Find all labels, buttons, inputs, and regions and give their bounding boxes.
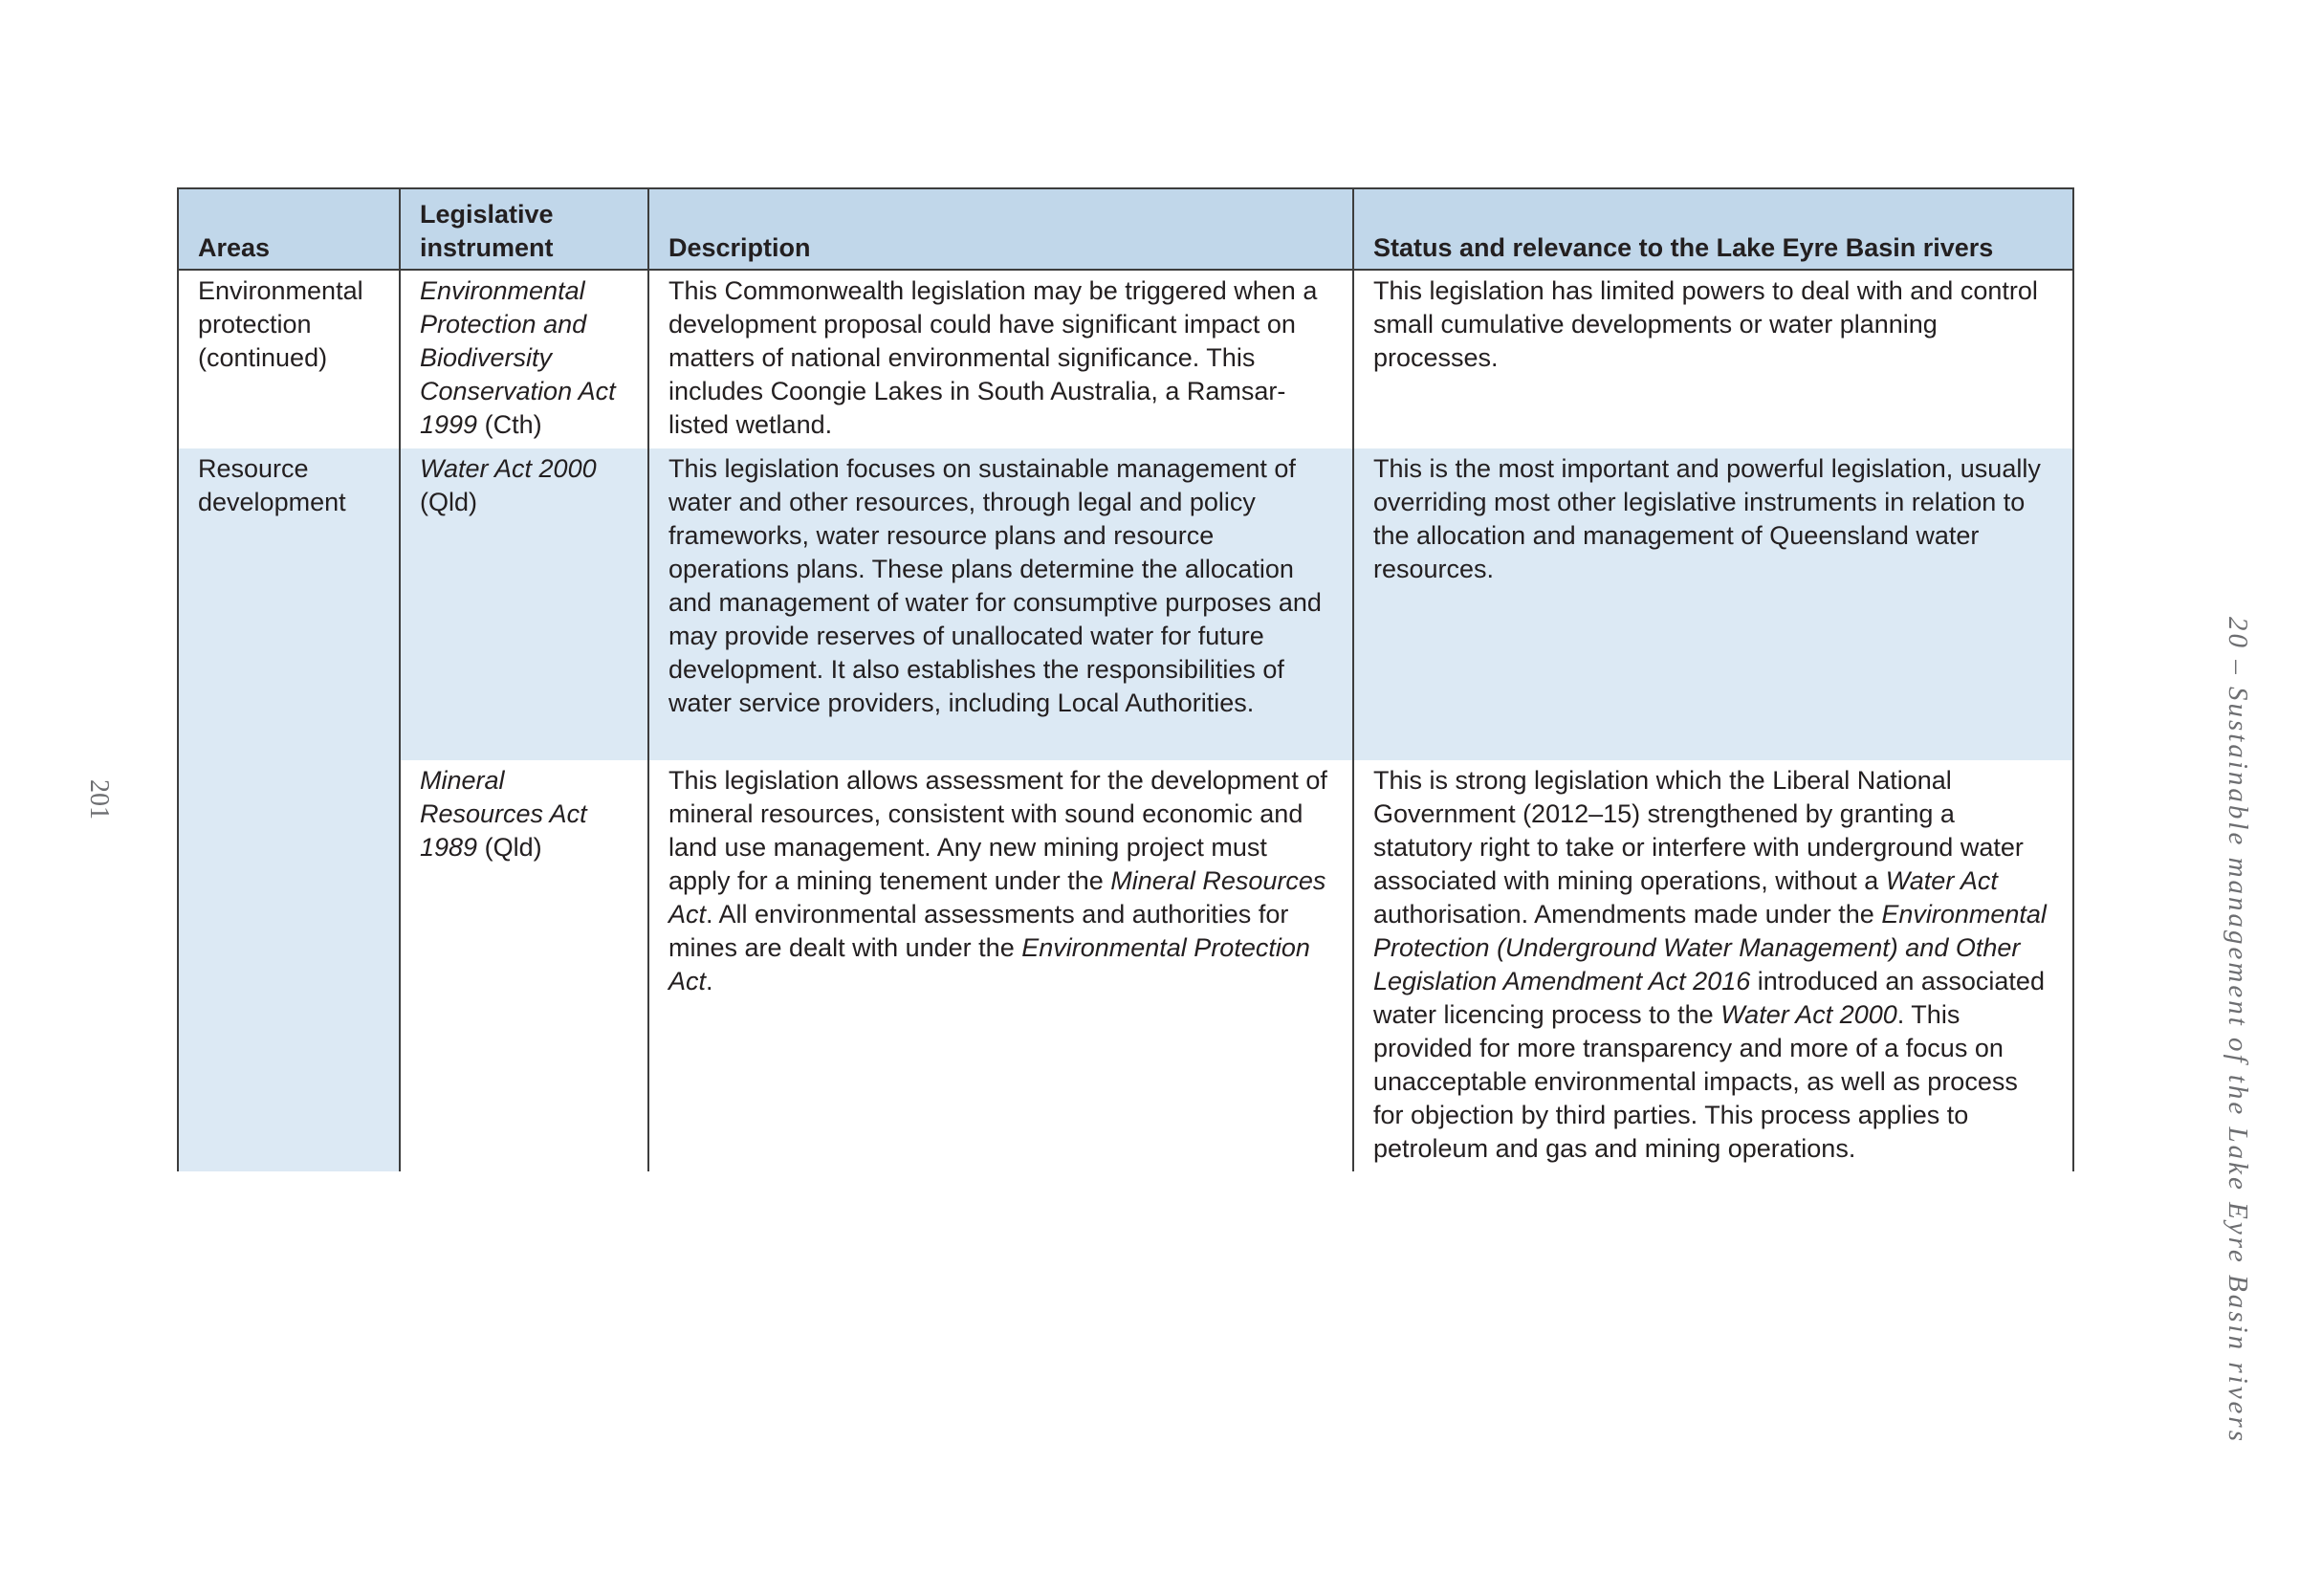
status-text: . This provided for more transparency and more of a focus on unacceptable environmental impacts, as well as process for objection by third parties. This process applies to petroleum and gas and mining operations. [1373,1000,2018,1163]
instrument-jurisdiction: (Qld) [477,833,542,862]
status-act-reference: Water Act [1885,866,1998,895]
header-status: Status and relevance to the Lake Eyre Basin rivers [1352,189,2072,269]
description-text: This legislation allows assessment for the development of mineral resources, consistent with sound economic and land use management. Any new mining project must apply for a mining tenement under the [668,766,1327,895]
status-act-reference: Water Act 2000 [1720,1000,1897,1029]
description-text: . All environmental assessments and authorities for mines are dealt with under the [668,900,1289,962]
table-row [179,271,2072,448]
description-act-reference: Mineral Resources Act [668,866,1326,929]
description-cell [647,760,1352,1171]
status-cell: This is the most important and powerful legislation, usually overriding most other legislative instruments in relation to the allocation and management of Queensland water resources. [1352,448,2072,760]
table-row [179,448,2072,760]
description-cell: This Commonwealth legislation may be triggered when a development proposal could have significant impact on matters of national environmental significance. This includes Coongie Lakes in South Australia, a Ramsar-listed wetland. [647,271,1352,448]
status-text: authorisation. Amendments made under the [1373,900,1882,929]
instrument-cell [399,760,647,1171]
running-header [2224,617,2253,1449]
area-cell: Environmental protection (continued) [179,271,399,448]
header-description: Description [647,189,1352,269]
instrument-jurisdiction: (Qld) [420,488,477,516]
instrument-name: Mineral Resources Act 1989 [420,766,587,862]
legislation-table [177,187,2074,1171]
description-text: . [706,967,713,995]
area-cell: Resource development [179,448,399,760]
status-cell [1352,760,2072,1171]
description-cell: This legislation focuses on sustainable management of water and other resources, through legal and policy frameworks, water resource plans and resource operations plans. These plans determine the allocation and management of water for consumptive purposes and may provide reserves of unallocated water for future development. It also establishes the responsibilities of water service providers, including Local Authorities. [647,448,1352,760]
header-areas: Areas [198,233,271,262]
instrument-cell [399,271,647,448]
description-act-reference: Environmental Protection Act [668,933,1310,995]
page-number: 201 [84,779,114,820]
instrument-cell [399,448,647,760]
instrument-name: Environmental Protection and Biodiversity Conservation Act 1999 [420,276,616,439]
table-row [179,760,2072,1171]
status-cell: This legislation has limited powers to deal with and control small cumulative developments or water planning processes. [1352,271,2072,448]
instrument-name: Water Act 2000 [420,454,597,483]
header-instrument: Legislative instrument [399,189,647,269]
running-header-text: 20 – Sustainable management of the Lake Eyre Basin rivers [2223,617,2253,1445]
instrument-jurisdiction: (Cth) [477,410,542,439]
table-header-row [179,189,2072,271]
status-text: This is strong legislation which the Liberal National Government (2012–15) strengthened by granting a statutory right to take or interfere with underground water associated with mining operations, without a [1373,766,2024,895]
status-text: introduced an associated water licencing process to the [1373,967,2045,1029]
status-act-reference: Environmental Protection (Underground Water Management) and Other Legislation Amendment Act 2016 [1373,900,2047,995]
area-cell [179,760,399,1171]
